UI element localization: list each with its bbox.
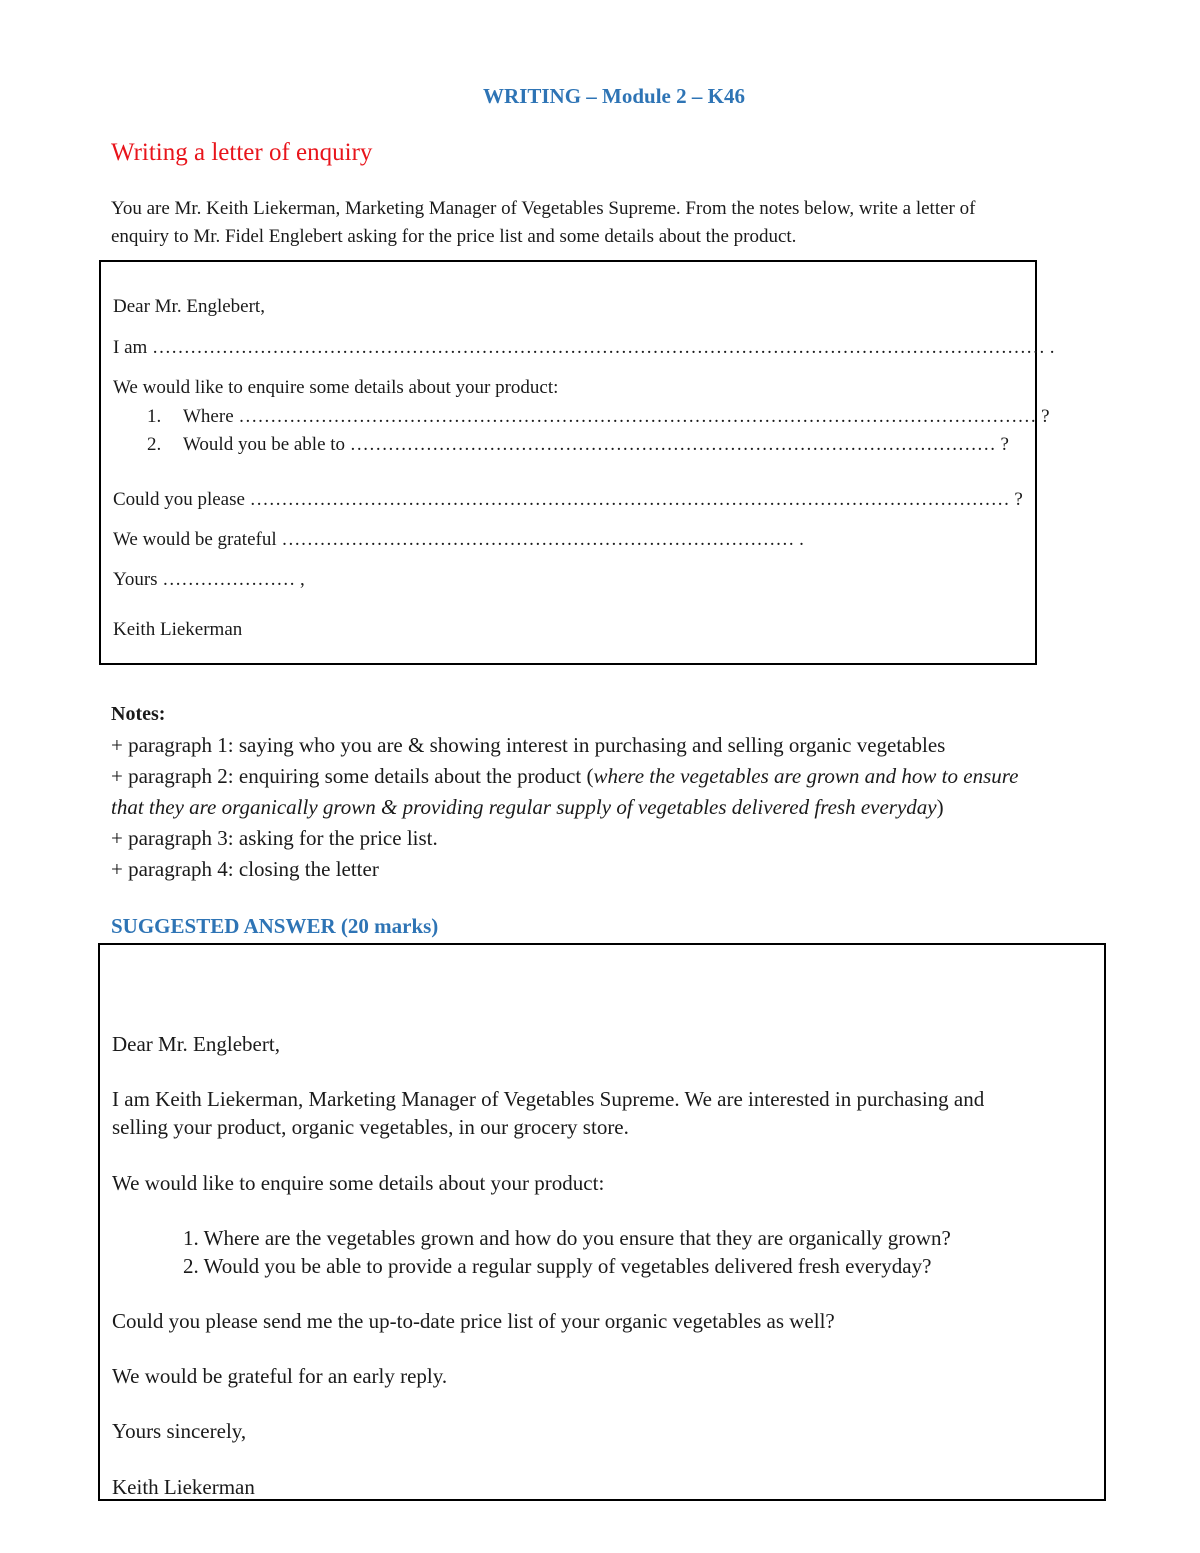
page-title: WRITING – Module 2 – K46 xyxy=(483,84,745,108)
note-paragraph-4: + paragraph 4: closing the letter xyxy=(111,857,379,881)
note-paragraph-2-prefix: + paragraph 2: enquiring some details about the product ( xyxy=(111,764,594,788)
template-i-am: I am …………………………………………………………………………………………………………………………… . xyxy=(113,337,1055,358)
template-grateful: We would be grateful ……………………………………………………………………… . xyxy=(113,529,804,550)
answer-item-2: 2. Would you be able to provide a regular supply of vegetables delivered fresh everyday? xyxy=(183,1254,932,1278)
template-could-you: Could you please ………………………………………………………………………………………………………… ? xyxy=(113,489,1023,510)
notes-heading: Notes: xyxy=(111,703,166,725)
note-paragraph-2-suffix: ) xyxy=(936,795,944,819)
template-greeting: Dear Mr. Englebert, xyxy=(113,296,265,317)
template-letter-box xyxy=(99,260,1055,665)
template-item-1-num: 1. xyxy=(147,406,162,427)
template-signature: Keith Liekerman xyxy=(113,619,243,640)
note-paragraph-2-italic: where the vegetables are grown and how to ensure xyxy=(593,764,1019,788)
note-paragraph-2 xyxy=(111,764,1018,789)
intro-line-1: You are Mr. Keith Liekerman, Marketing Manager of Vegetables Supreme. From the notes below, write a letter of xyxy=(111,198,976,219)
template-item-2-num: 2. xyxy=(147,434,162,455)
answer-enquire: We would like to enquire some details about your product: xyxy=(112,1171,605,1195)
template-item-1-text: Where ……………………………………………………………………………………………………………… ? xyxy=(183,406,1050,427)
template-enquire: We would like to enquire some details about your product: xyxy=(113,377,559,398)
intro-line-2: enquiry to Mr. Fidel Englebert asking for the price list and some details about the product. xyxy=(111,226,797,247)
section-subtitle: Writing a letter of enquiry xyxy=(111,139,373,166)
note-paragraph-2-cont xyxy=(111,795,944,820)
note-paragraph-1: + paragraph 1: saying who you are & showing interest in purchasing and selling organic vegetables xyxy=(111,733,946,757)
answer-closing: Yours sincerely, xyxy=(112,1419,247,1443)
note-paragraph-3: + paragraph 3: asking for the price list. xyxy=(111,826,438,850)
answer-greeting: Dear Mr. Englebert, xyxy=(112,1032,280,1056)
answer-para1-line1: I am Keith Liekerman, Marketing Manager of Vegetables Supreme. We are interested in purchasing and xyxy=(112,1087,985,1111)
answer-para1-line2: selling your product, organic vegetables, in our grocery store. xyxy=(112,1115,629,1139)
template-item-2-text: Would you be able to ………………………………………………………………………………………… ? xyxy=(183,434,1009,455)
template-yours: Yours ………………… , xyxy=(113,569,305,590)
answer-item-1: 1. Where are the vegetables grown and how do you ensure that they are organically grown? xyxy=(183,1226,951,1250)
answer-letter-box xyxy=(98,943,1106,1501)
note-paragraph-2-cont-italic: that they are organically grown & providing regular supply of vegetables delivered fresh everyday xyxy=(111,795,937,819)
suggested-answer-heading: SUGGESTED ANSWER (20 marks) xyxy=(111,914,439,938)
answer-grateful: We would be grateful for an early reply. xyxy=(112,1364,448,1388)
answer-signature: Keith Liekerman xyxy=(112,1475,255,1499)
answer-could-you: Could you please send me the up-to-date price list of your organic vegetables as well? xyxy=(112,1309,835,1333)
